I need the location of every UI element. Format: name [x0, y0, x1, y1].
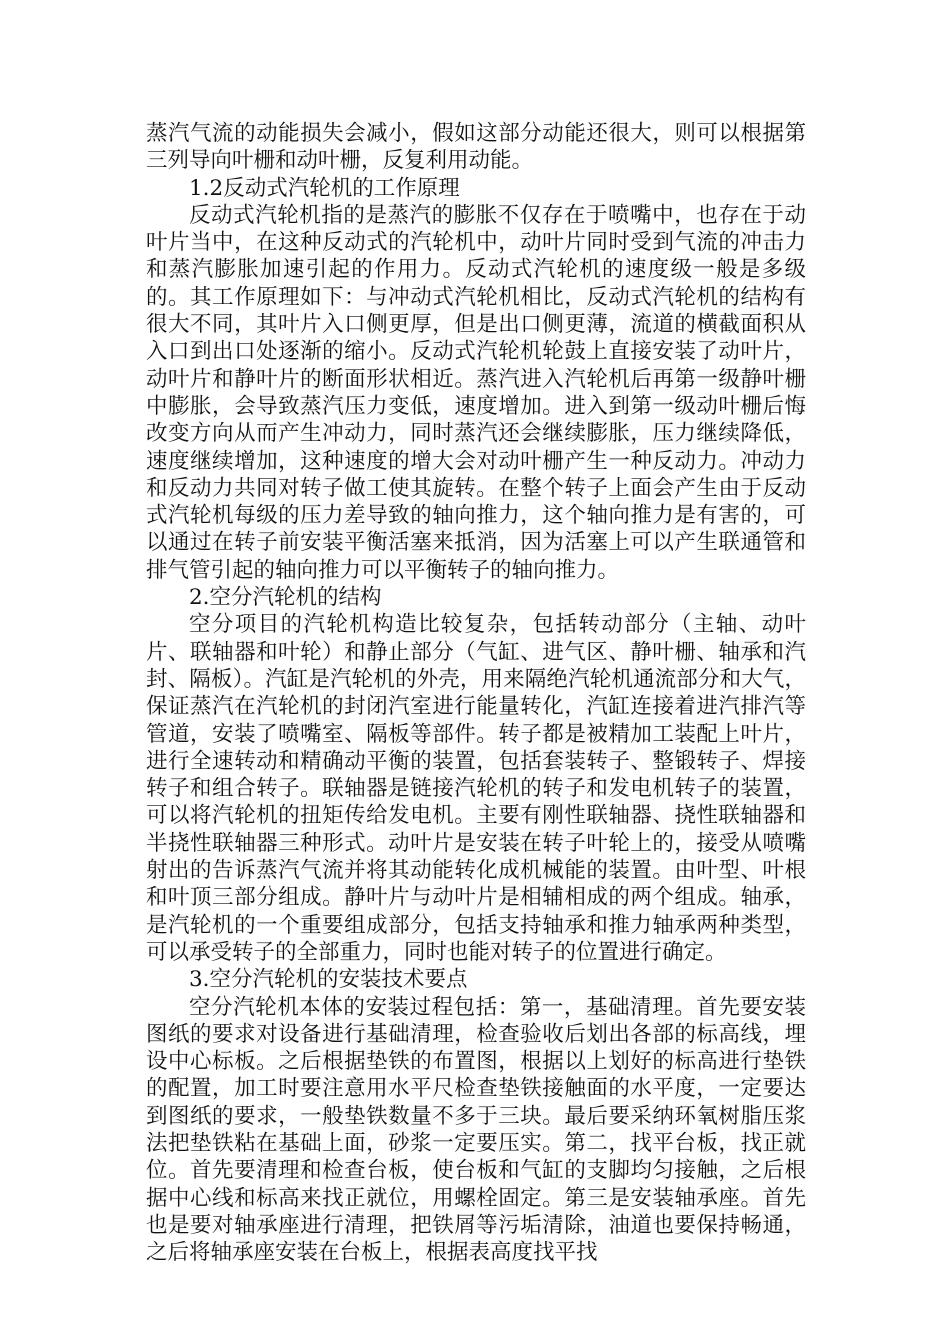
section-heading-1-2: 1.2反动式汽轮机的工作原理 [189, 175, 460, 201]
paragraph-turbine-structure: 空分项目的汽轮机构造比较复杂，包括转动部分（主轴、动叶片、联轴器和叶轮）和静止部分（气缸、进气区、静叶栅、轴承和汽封、隔板）。汽缸是汽轮机的外壳，用来隔绝汽轮机通流部分和大气，保证蒸汽在汽轮机的封闭汽室进行能量转化，汽缸连接着进汽排汽等管道，安装了喷嘴室、隔板等部件。转子都是被精加工装配上叶片，进行全速转动和精确动平衡的装置，包括套装转子、整锻转子、焊接转子和组合转子。联轴器是链接汽轮机的转子和发电机转子的装置，可以将汽轮机的扭矩传给发电机。主要有刚性联轴器、挠性联轴器和半挠性联轴器三种形式。动叶片是安装在转子叶轮上的，接受从喷嘴射出的告诉蒸汽气流并将其动能转化成机械能的装置。由叶型、叶根和叶顶三部分组成。静叶片与动叶片是相辅相成的两个组成。轴承，是汽轮机的一个重要组成部分，包括支持轴承和推力轴承两种类型，可以承受转子的全部重力，同时也能对转子的位置进行确定。 [146, 612, 806, 965]
section-heading-3: 3.空分汽轮机的安装技术要点 [189, 967, 468, 993]
paragraph-installation: 空分汽轮机本体的安装过程包括：第一，基础清理。首先要安装图纸的要求对设备进行基础清理，检查验收后划出各部的标高线，埋设中心标板。之后根据垫铁的布置图，根据以上划好的标高进行垫铁的配置，加工时要注意用水平尺检查垫铁接触面的水平度，一定要达到图纸的要求，一般垫铁数量不多于三块。最后要采纳环氧树脂压浆法把垫铁粘在基础上面，砂浆一定要压实。第二，找平台板，找正就位。首先要清理和检查台板，使台板和气缸的支脚均匀接触，之后根据中心线和标高来找正就位，用螺栓固定。第三是安装轴承座。首先也是要对轴承座进行清理，把铁屑等污垢清除，油道也要保持畅通，之后将轴承座安装在台板上，根据表高度找平找 [146, 994, 806, 1266]
paragraph-reaction-turbine: 反动式汽轮机指的是蒸汽的膨胀不仅存在于喷嘴中，也存在于动叶片当中，在这种反动式的汽轮机中，动叶片同时受到气流的冲击力和蒸汽膨胀加速引起的作用力。反动式汽轮机的速度级一般是多级的。其工作原理如下：与冲动式汽轮机相比，反动式汽轮机的结构有很大不同，其叶片入口侧更厚，但是出口侧更薄，流道的横截面积从入口到出口处逐渐的缩小。反动式汽轮机轮鼓上直接安装了动叶片，动叶片和静叶片的断面形状相近。蒸汽进入汽轮机后再第一级静叶栅中膨胀，会导致蒸汽压力变低，速度增加。进入到第一级动叶栅后悔改变方向从而产生冲动力，同时蒸汽还会继续膨胀，压力继续降低，速度继续增加，这种速度的增大会对动叶栅产生一种反动力。冲动力和反动力共同对转子做工使其旋转。在整个转子上面会产生由于反动式汽轮机每级的压力差导致的轴向推力，这个轴向推力是有害的，可以通过在转子前安装平衡活塞来抵消，因为活塞上可以产生联通管和排气管引起的轴向推力可以平衡转子的轴向推力。 [146, 202, 806, 583]
document-body [146, 120, 806, 1266]
section-heading-2: 2.空分汽轮机的结构 [189, 585, 382, 611]
paragraph-continuation: 蒸汽气流的动能损失会减小，假如这部分动能还很大，则可以根据第三列导向叶栅和动叶栅，反复利用动能。 [146, 121, 806, 174]
